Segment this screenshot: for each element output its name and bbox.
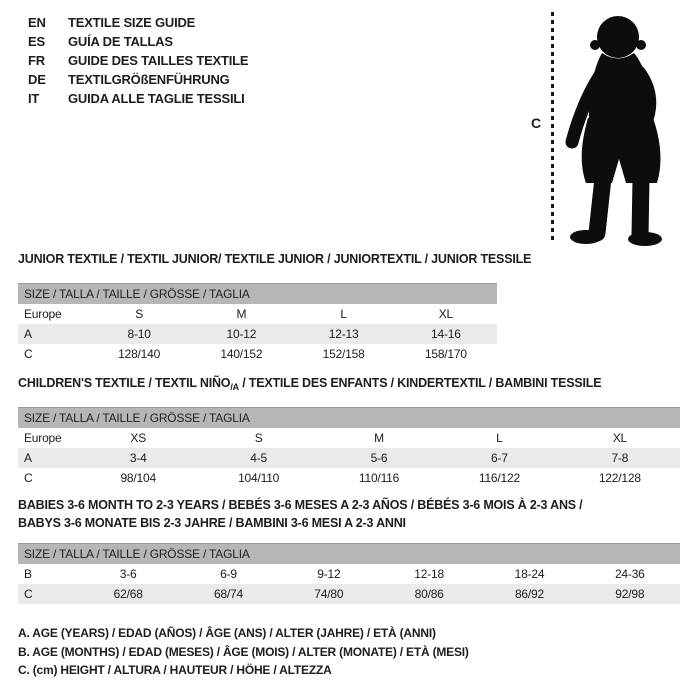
height-cell: 152/158: [322, 347, 365, 361]
row-label: A: [24, 451, 32, 465]
babies-size-table: [18, 543, 680, 604]
table-row-height: [18, 344, 497, 364]
size-cell: S: [254, 431, 263, 445]
language-title-list: [28, 13, 248, 108]
guide-title-fr: GUIDE DES TAILLES TEXTILE: [68, 53, 249, 68]
language-row-fr: [28, 51, 248, 70]
table-row-age-years: [18, 448, 680, 468]
children-title-subscript: /A: [230, 382, 239, 392]
size-cell: M: [236, 307, 247, 321]
language-code: ES: [28, 34, 45, 49]
children-size-table: [18, 407, 680, 488]
height-cell: 92/98: [615, 587, 645, 601]
size-cell: L: [340, 307, 347, 321]
size-cell: XS: [130, 431, 146, 445]
height-cell: 104/110: [238, 471, 280, 485]
children-title-suffix: / TEXTILE DES ENFANTS / KINDERTEXTIL / BAMBINI TESSILE: [238, 376, 602, 390]
size-cell: M: [374, 431, 384, 445]
height-measure-label: C: [531, 115, 541, 131]
language-row-de: [28, 70, 248, 89]
age-cell: 7-8: [611, 451, 629, 465]
babies-title-line2: BABYS 3-6 MONATE BIS 2-3 JAHRE / BAMBINI 3-6 MESI A 2-3 ANNI: [18, 516, 406, 530]
children-table-size-header: SIZE / TALLA / TAILLE / GRÖSSE / TAGLIA: [18, 407, 680, 428]
height-cell: 98/104: [120, 471, 156, 485]
height-cell: 140/152: [220, 347, 263, 361]
guide-title-es: GUÍA DE TALLAS: [68, 34, 173, 49]
junior-section-title: JUNIOR TEXTILE / TEXTIL JUNIOR/ TEXTILE JUNIOR / JUNIORTEXTIL / JUNIOR TESSILE: [18, 252, 532, 266]
height-cell: 86/92: [514, 587, 544, 601]
table-row-height: [18, 468, 680, 488]
height-cell: 110/116: [358, 471, 400, 485]
height-cell: 74/80: [314, 587, 344, 601]
age-cell: 6-9: [220, 567, 237, 581]
legend-b-age-months: B. AGE (MONTHS) / EDAD (MESES) / ÂGE (MOIS) / ALTER (MONATE) / ETÀ (MESI): [18, 644, 469, 659]
babies-title-line1: BABIES 3-6 MONTH TO 2-3 YEARS / BEBÉS 3-6 MESES A 2-3 AÑOS / BÉBÉS 3-6 MOIS À 2-3 ANS /: [18, 498, 583, 512]
age-cell: 3-6: [119, 567, 137, 581]
language-code: EN: [28, 15, 46, 30]
age-cell: 6-7: [491, 451, 508, 465]
row-label: Europe: [24, 307, 62, 321]
height-cell: 122/128: [598, 471, 641, 485]
age-cell: 24-36: [614, 567, 645, 581]
age-cell: 4-5: [250, 451, 267, 465]
legend-a-age-years: A. AGE (YEARS) / EDAD (AÑOS) / ÂGE (ANS) / ALTER (JAHRE) / ETÀ (ANNI): [18, 626, 436, 640]
age-cell: 9-12: [317, 567, 341, 581]
height-cell: 62/68: [113, 587, 143, 601]
guide-title-it: GUIDA ALLE TAGLIE TESSILI: [68, 91, 245, 106]
babies-section-title: [18, 496, 582, 532]
size-cell: L: [496, 431, 503, 445]
row-label: A: [24, 327, 32, 341]
language-row-es: [28, 32, 248, 51]
age-cell: 12-18: [414, 567, 444, 581]
language-row-it: [28, 89, 248, 108]
age-cell: 10-12: [226, 327, 257, 341]
height-dotted-line: [551, 12, 554, 242]
age-cell: 5-6: [370, 451, 388, 465]
height-cell: 116/122: [478, 471, 520, 485]
toddler-silhouette-icon: [555, 6, 690, 248]
legend-c-height: C. (cm) HEIGHT / ALTURA / HAUTEUR / HÖHE / ALTEZZA: [18, 663, 332, 677]
language-code: DE: [28, 72, 46, 87]
table-row-age-months: [18, 564, 680, 584]
size-cell: S: [135, 307, 144, 321]
guide-title-en: TEXTILE SIZE GUIDE: [68, 15, 196, 30]
children-section-title: [18, 374, 601, 396]
junior-size-table: [18, 283, 497, 364]
babies-table-size-header: SIZE / TALLA / TAILLE / GRÖSSE / TAGLIA: [18, 543, 680, 564]
size-cell: XL: [438, 307, 454, 321]
table-row-age-years: [18, 324, 497, 344]
table-row-europe: [18, 304, 497, 324]
height-cell: 158/170: [424, 347, 467, 361]
row-label: C: [24, 471, 33, 485]
language-code: IT: [28, 91, 40, 106]
row-label: C: [24, 587, 33, 601]
table-row-europe: [18, 428, 680, 448]
height-cell: 80/86: [414, 587, 444, 601]
age-cell: 18-24: [514, 567, 545, 581]
table-row-height: [18, 584, 680, 604]
size-cell: XL: [612, 431, 627, 445]
junior-table-size-header: SIZE / TALLA / TAILLE / GRÖSSE / TAGLIA: [18, 283, 497, 304]
language-code: FR: [28, 53, 45, 68]
row-label: B: [24, 567, 32, 581]
row-label: C: [24, 347, 33, 361]
height-cell: 128/140: [118, 347, 161, 361]
children-title-prefix: CHILDREN'S TEXTILE / TEXTIL NIÑO: [18, 376, 231, 390]
measure-legend: [18, 624, 469, 680]
age-cell: 14-16: [431, 327, 461, 341]
age-cell: 8-10: [127, 327, 151, 341]
guide-title-de: TEXTILGRÖßENFÜHRUNG: [68, 72, 230, 87]
row-label: Europe: [24, 431, 62, 445]
age-cell: 3-4: [129, 451, 147, 465]
height-cell: 68/74: [213, 587, 243, 601]
age-cell: 12-13: [328, 327, 359, 341]
language-row-en: [28, 13, 248, 32]
